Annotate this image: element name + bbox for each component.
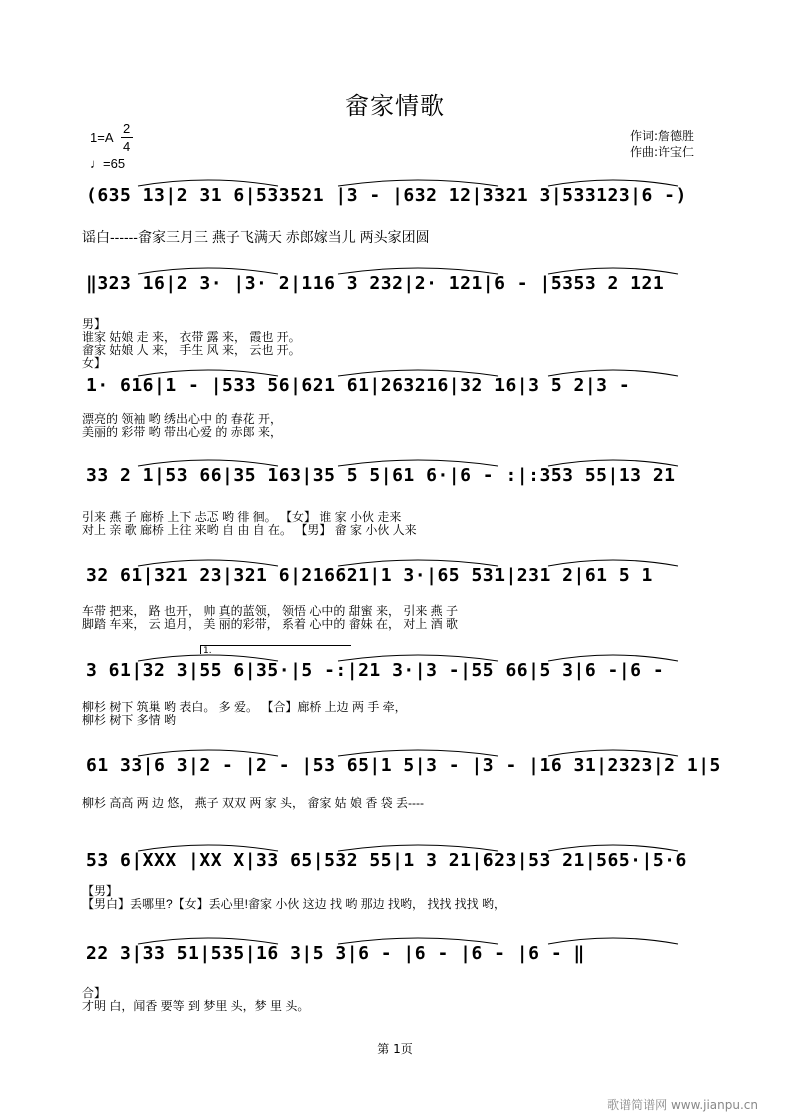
slur-arc	[338, 845, 498, 851]
slur-marks	[78, 655, 728, 701]
jianpu-notes: 3 61|32 3|55 6|35·|5 -:|21 3·|3 -|55 66|5 3|6 -|6 -	[86, 660, 665, 681]
slur-arc	[138, 845, 278, 851]
lyric-line: 女】	[82, 356, 107, 370]
slur-marks	[78, 180, 728, 226]
slur-marks	[78, 845, 728, 891]
lyric-line: 美丽的 彩带 哟 带出心爱 的 赤郎 来，	[82, 425, 283, 439]
time-signature-numerator: 2	[123, 121, 131, 136]
slur-arc	[338, 560, 498, 566]
slur-arc	[138, 370, 278, 376]
tempo-marking: ♩=65	[90, 156, 126, 171]
lyric-line: 对上 亲 歌 廊桥 上往 来哟 自 由 自 在。 【男】 畲 家 小伙 人来	[82, 523, 417, 537]
slur-arc	[548, 845, 678, 851]
score-row-1	[78, 180, 728, 226]
lyric-line: 脚踏 车来， 云 追月， 美 丽的彩带， 系着 心中的 畲妹 在， 对上 酒 歌	[82, 617, 459, 631]
score-row-7	[78, 750, 728, 796]
slur-arc	[338, 180, 498, 186]
lyric-line: 车带 把来， 路 也开， 帅 真的蓝领， 领悟 心中的 甜蜜 来， 引来 燕 子	[82, 604, 459, 618]
score-row-3	[78, 370, 728, 416]
lyric-line: 柳杉 高高 两 边 悠， 燕子 双双 两 家 头， 畲家 姑 娘 香 袋 丢----	[82, 796, 424, 810]
score-row-4	[78, 460, 728, 506]
jianpu-notes: 61 33|6 3|2 - |2 - |53 65|1 5|3 - |3 - |16 31|2323|2 1|5	[86, 755, 721, 776]
lyric-line: 柳杉 树下 多情 哟	[82, 713, 177, 727]
slur-arc	[338, 370, 498, 376]
watermark: 歌谱简谱网 www.jianpu.cn	[607, 1098, 758, 1112]
lyric-line: 【男】	[82, 884, 119, 898]
score-row-2	[78, 268, 728, 314]
lyric-line: 谁家 姑娘 走 来， 衣带 露 来， 霞也 开。	[82, 330, 301, 344]
score-row-9	[78, 938, 728, 984]
slur-arc	[138, 180, 278, 186]
time-signature-bar	[121, 137, 133, 138]
jianpu-notes: (635 13|2 31 6|533521 |3 - |632 12|3321 3|533123|6 -)	[86, 185, 687, 206]
slur-arc	[548, 370, 678, 376]
score-row-5	[78, 560, 728, 606]
key-signature: 1=A	[90, 130, 114, 145]
slur-marks	[78, 938, 728, 984]
lyric-line: 漂亮的 领袖 哟 绣出心中 的 春花 开，	[82, 412, 283, 426]
lyricist-credit: 作词:詹德胜	[630, 129, 695, 143]
lyric-line: 引来 燕 子 廊桥 上下 忐忑 哟 徘 徊。 【女】 谁 家 小伙 走来	[82, 510, 402, 524]
lyric-line: 谣白------畲家三月三 燕子飞满天 赤郎嫁当儿 两头家团圆	[82, 229, 430, 245]
slur-arc	[548, 655, 678, 661]
slur-arc	[548, 268, 678, 274]
slur-arc	[548, 750, 678, 756]
jianpu-notes: 33 2 1|53 66|35 163|35 5 5|61 6·|6 - :|:353 55|13 21	[86, 465, 676, 486]
volta-bracket: 1.	[200, 645, 351, 654]
lyric-line: 男】	[82, 317, 107, 331]
slur-marks	[78, 560, 728, 606]
jianpu-notes: 22 3|33 51|535|16 3|5 3|6 - |6 - |6 - |6 - ‖	[86, 943, 585, 964]
slur-arc	[548, 180, 678, 186]
slur-marks	[78, 460, 728, 506]
slur-marks	[78, 268, 728, 314]
slur-arc	[338, 938, 498, 944]
jianpu-notes: 53 6|XXX |XX X|33 65|532 55|1 3 21|623|53 21|565·|5·6	[86, 850, 687, 871]
slur-arc	[338, 268, 498, 274]
time-signature-denominator: 4	[123, 139, 131, 154]
jianpu-notes: 32 61|321 23|321 6|216621|1 3·|65 531|231 2|61 5 1	[86, 565, 653, 586]
slur-marks	[78, 750, 728, 796]
song-title: 畲家情歌	[345, 92, 445, 120]
score-row-6	[78, 655, 728, 701]
slur-arc	[138, 460, 278, 466]
slur-arc	[138, 268, 278, 274]
slur-marks	[78, 370, 728, 416]
slur-arc	[548, 560, 678, 566]
page-number: 第 1页	[377, 1042, 413, 1056]
slur-arc	[338, 750, 498, 756]
lyric-line: 合】	[82, 986, 107, 1000]
composer-credit: 作曲:许宝仁	[630, 145, 695, 159]
lyric-line: 才明 白，闻香 要等 到 梦里 头，梦 里 头。	[82, 999, 310, 1013]
slur-arc	[548, 938, 678, 944]
lyric-line: 【男白】丢哪里?【女】丢心里!畲家 小伙 这边 找 哟 那边 找哟， 找找 找找 哟，	[82, 897, 507, 911]
slur-arc	[338, 460, 498, 466]
slur-arc	[548, 460, 678, 466]
slur-arc	[338, 655, 498, 661]
lyric-line: 柳杉 树下 筑巢 哟 表白。 多 爱。 【合】廊桥 上边 两 手 牵，	[82, 700, 407, 714]
lyric-line: 畲家 姑娘 人 来， 手生 风 来， 云也 开。	[82, 343, 301, 357]
slur-arc	[138, 938, 278, 944]
slur-arc	[138, 560, 278, 566]
jianpu-notes: 1· 616|1 - |533 56|621 61|263216|32 16|3 5 2|3 -	[86, 375, 631, 396]
slur-arc	[138, 750, 278, 756]
jianpu-notes: ‖323 16|2 3· |3· 2|116 3 232|2· 121|6 - |5353 2 121	[86, 273, 665, 294]
score-row-8	[78, 845, 728, 891]
